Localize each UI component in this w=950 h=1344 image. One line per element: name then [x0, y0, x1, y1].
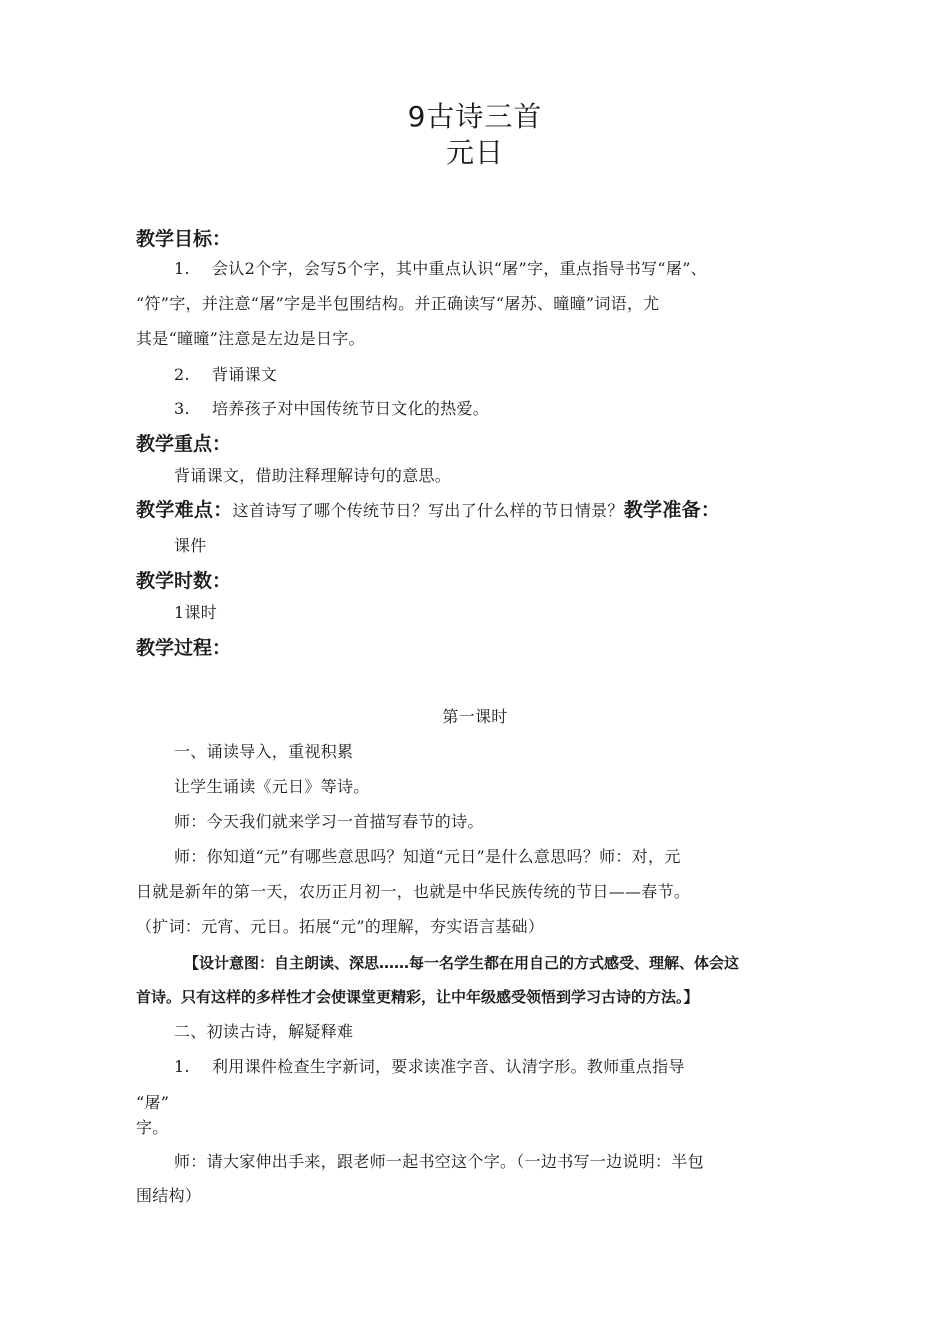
section-1-paragraph-3-line-2: 日就是新年的第一天，农历正月初一，也就是中华民族传统的节日——春节。: [136, 882, 691, 901]
design-intent-line-2: 首诗。只有这样的多样性才会使课堂更精彩，让中年级感受领悟到学习古诗的方法。】: [136, 988, 699, 1006]
section-2-title: 二、初读古诗，解疑释难: [174, 1022, 354, 1041]
objective-2-number: 2.: [174, 365, 190, 384]
section-2-item-number: 1.: [174, 1057, 190, 1076]
section-1-paragraph-3-line-1: 师：你知道“元”有哪些意思吗？知道“元日”是什么意思吗？师：对，元: [174, 847, 681, 866]
objective-3-number: 3.: [174, 399, 190, 418]
hours-heading: 教学时数：: [136, 570, 232, 592]
section-2-quote: “屠”: [136, 1093, 170, 1112]
document-subtitle: 元日: [445, 136, 504, 169]
objective-1-number: 1.: [174, 259, 190, 278]
difficulty-heading: 教学难点：: [136, 499, 233, 521]
section-2-item-1: 1. 利用课件检查生字新词，要求读准字音、认清字形。教师重点指导: [174, 1057, 685, 1076]
objective-1-line-1: 1. 会认2个字，会写5个字，其中重点认识“屠”字，重点指导书写“屠”、: [174, 259, 707, 278]
prep-heading: 教学准备：: [623, 499, 721, 521]
objective-1-line-2: “符”字，并注意“屠”字是半包围结构。并正确读写“屠苏、曈曈”词语，尤: [136, 294, 660, 313]
hours-text: 1课时: [174, 603, 218, 622]
design-intent-line-1: 【设计意图：自主朗读、深思……每一名学生都在用自己的方式感受、理解、体会这: [184, 954, 740, 972]
section-1-title: 一、诵读导入，重视积累: [174, 742, 354, 761]
section-2-teacher-line-1: 师：请大家伸出手来，跟老师一起书空这个字。（一边书写一边说明：半包: [174, 1152, 704, 1171]
document-title: 9古诗三首: [407, 100, 543, 133]
key-points-text: 背诵课文，借助注释理解诗句的意思。: [174, 466, 452, 485]
section-2-char-tail: 字。: [136, 1118, 169, 1137]
objectives-heading: 教学目标：: [136, 228, 232, 250]
objective-1-line-3: 其是“曈曈”注意是左边是日字。: [136, 329, 365, 348]
key-points-heading: 教学重点：: [136, 433, 232, 455]
objective-2: 2. 背诵课文: [174, 365, 278, 384]
section-2-teacher-line-2: 围结构）: [136, 1186, 202, 1205]
difficulty-text: 这首诗写了哪个传统节日？写出了什么样的节日情景？: [232, 501, 624, 520]
lesson-title: 第一课时: [442, 707, 508, 726]
section-1-paragraph-2: 师：今天我们就来学习一首描写春节的诗。: [174, 812, 484, 831]
objective-3: 3. 培养孩子对中国传统节日文化的热爱。: [174, 399, 490, 418]
difficulty-line: [136, 499, 720, 522]
section-1-paragraph-1: 让学生诵读《元日》等诗。: [174, 777, 370, 796]
section-1-paragraph-3-line-3: （扩词：元宵、元日。拓展“元”的理解，夯实语言基础）: [136, 917, 545, 936]
process-heading: 教学过程：: [136, 637, 232, 659]
prep-text: 课件: [174, 536, 207, 555]
